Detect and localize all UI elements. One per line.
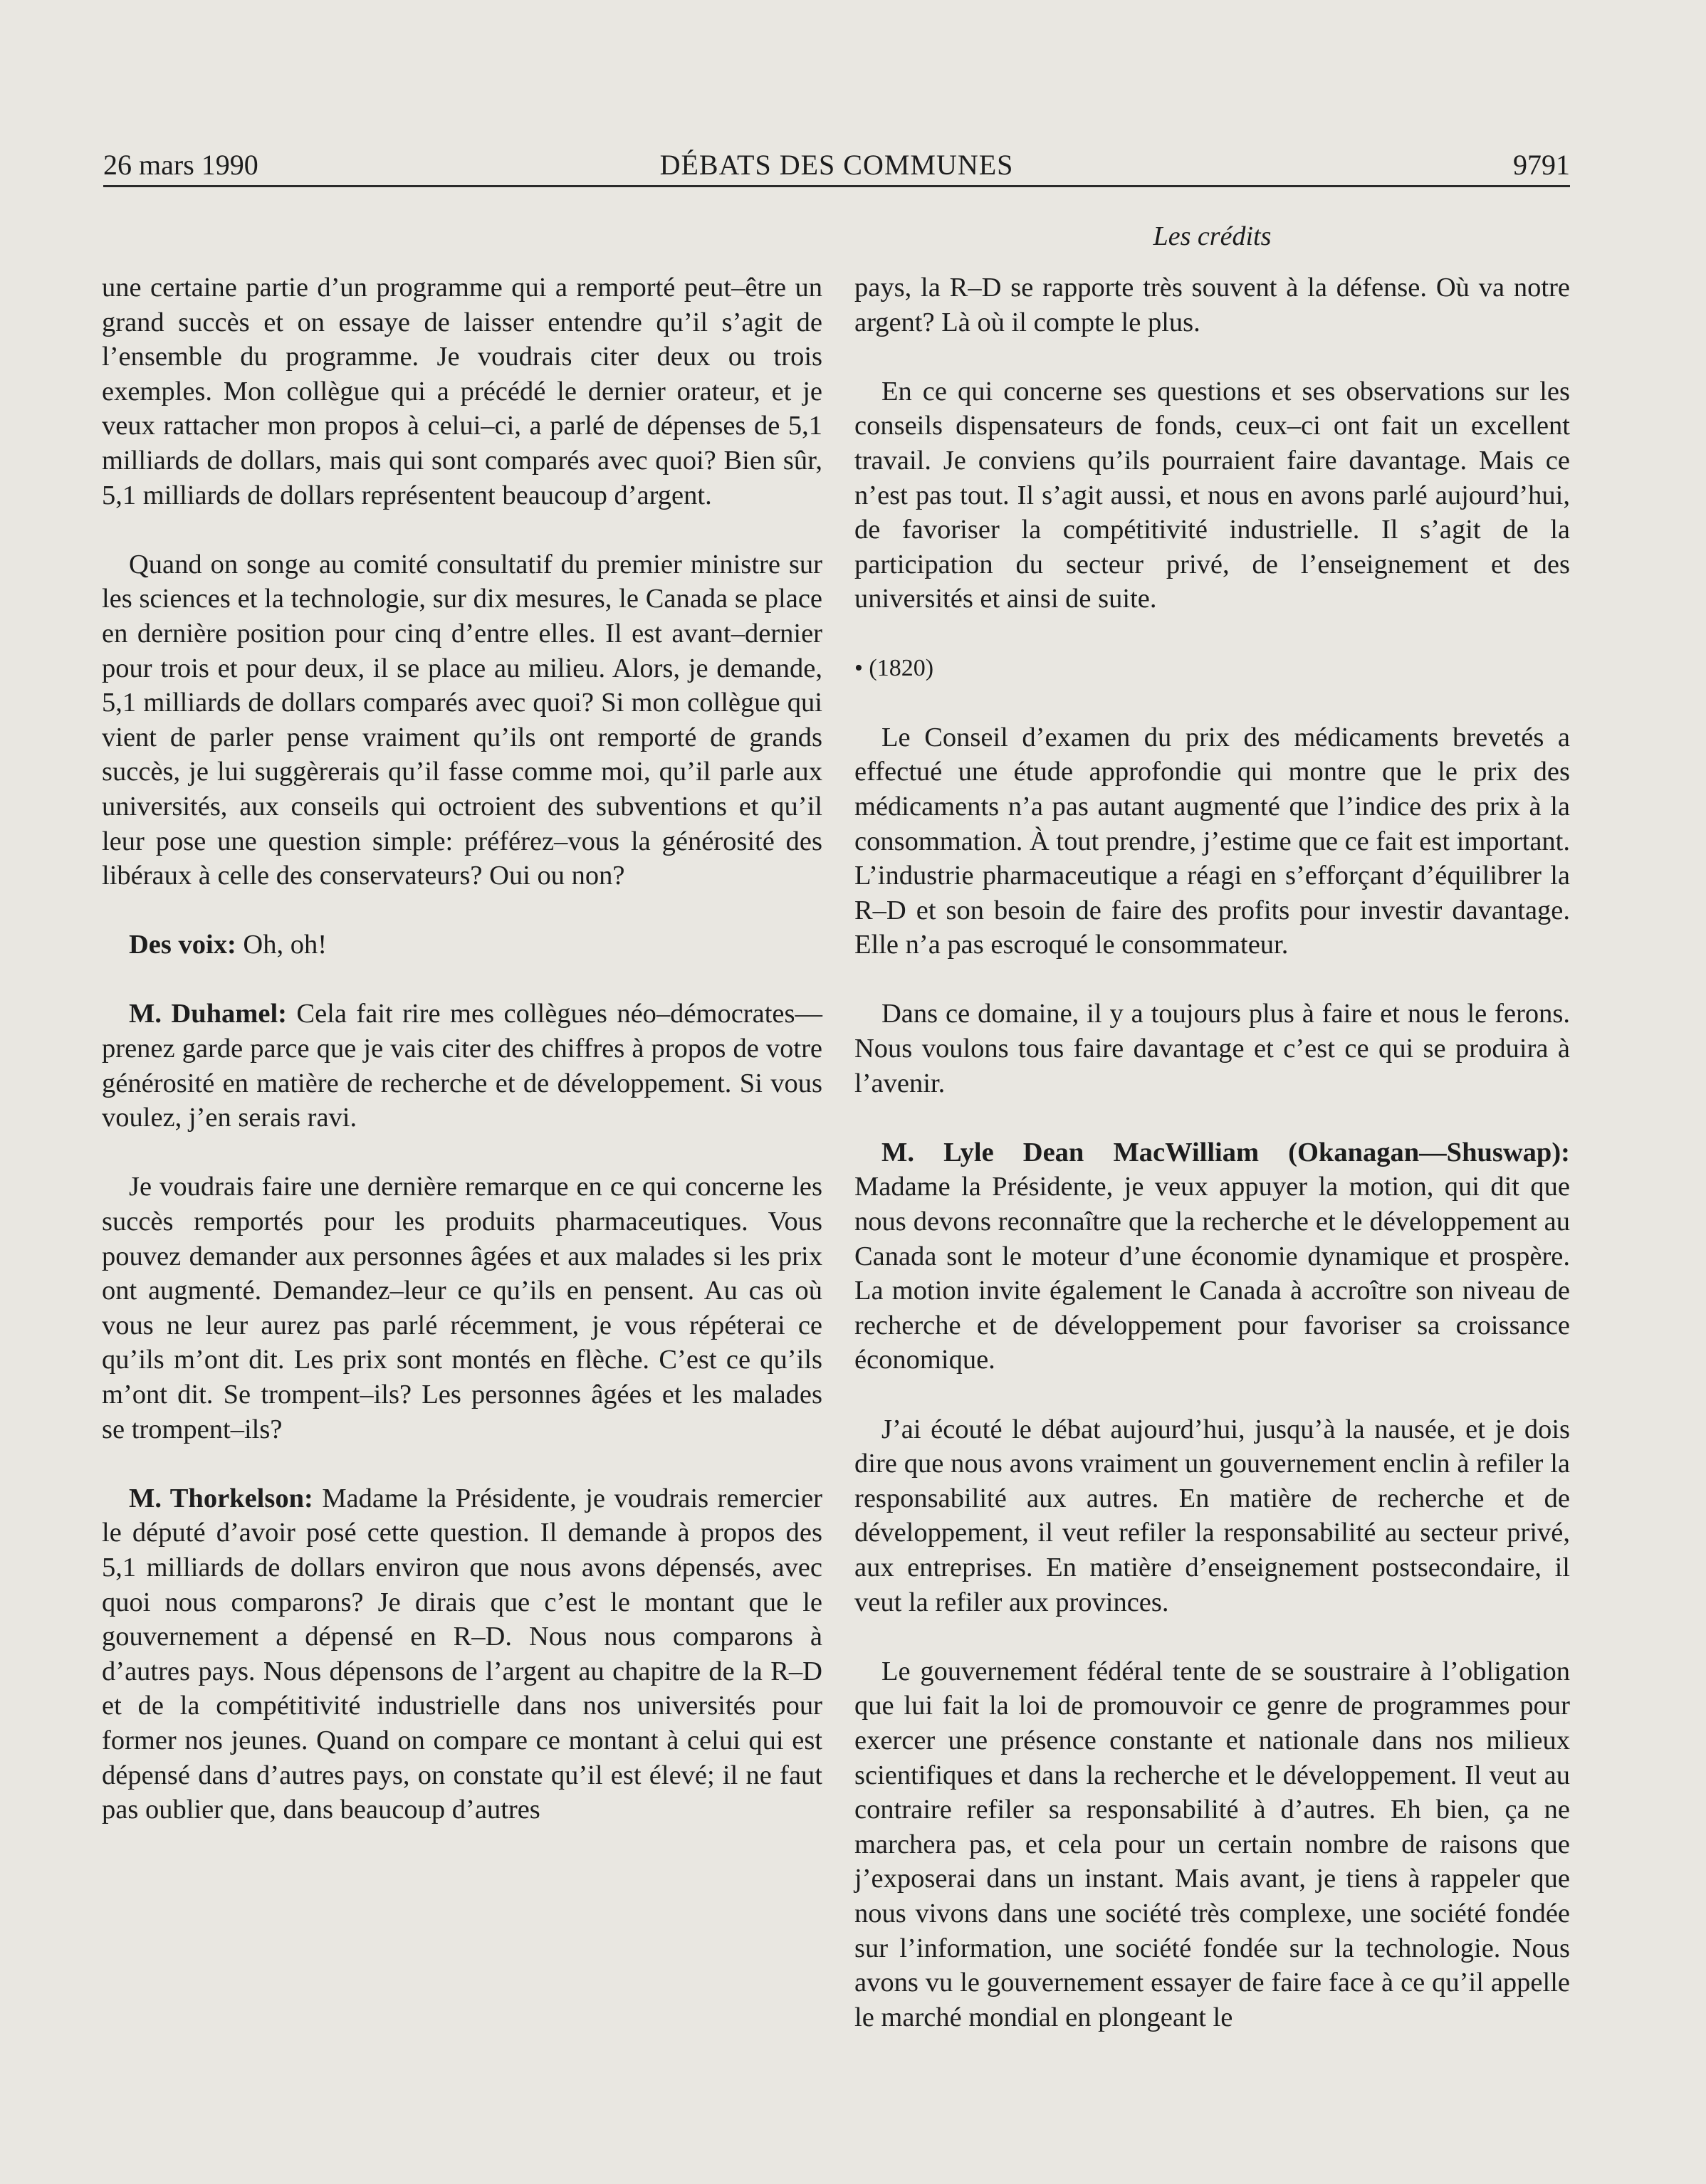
running-head: Les crédits bbox=[1153, 221, 1272, 251]
paragraph bbox=[854, 1135, 1570, 1377]
header-rule bbox=[103, 185, 1570, 187]
paragraph: En ce qui concerne ses questions et ses observations sur les conseils dispensateurs de fonds, ceux–ci ont fait un excellent travail. Je conviens qu’ils pourraient faire davantage. Mais ce n’est pas tout. Il s’agit aussi, et nous en avons parlé aujourd’hui, de favoriser la compétitivité industrielle. Il s’agit de la participation du secteur privé, de l’enseignement et des universités et ainsi de suite. bbox=[854, 376, 1570, 614]
paragraph: Je voudrais faire une dernière remarque en ce qui concerne les succès remportés pour les produits pharmaceutiques. Vous pouvez demander aux personnes âgées et aux malades si les prix ont augmenté. Demandez–leur ce qu’ils en pensent. Au cas où vous ne leur aurez pas parlé récemment, je vous répéterai ce qu’ils m’ont dit. Les prix sont montés en flèche. C’est ce qu’ils m’ont dit. Se trompent–ils? Les personnes âgées et les malades se trompent–ils? bbox=[102, 1172, 822, 1444]
page-header bbox=[103, 144, 1570, 187]
speaker-name: M. Thorkelson: bbox=[129, 1483, 313, 1513]
speech-text: Oh, oh! bbox=[236, 930, 328, 960]
header-date: 26 mars 1990 bbox=[103, 149, 258, 181]
left-column bbox=[102, 271, 822, 1862]
speaker-name: M. Lyle Dean MacWilliam (Okanagan—Shuswap): bbox=[881, 1137, 1570, 1167]
speaker-name: Des voix: bbox=[129, 930, 236, 960]
paragraph: pays, la R–D se rapporte très souvent à la défense. Où va notre argent? Là où il compte le plus. bbox=[854, 273, 1570, 337]
paragraph bbox=[102, 928, 822, 962]
time-marker: • (1820) bbox=[854, 654, 934, 681]
speech-text: Madame la Présidente, je voudrais remercier le député d’avoir posé cette question. Il demande à propos des 5,1 milliards de dollars environ que nous avons dépensés, avec quoi nous comparons? Je dirais que c’est le montant que le gouvernement a dépensé en R–D. Nous nous comparons à d’autres pays. Nous dépensons de l’argent au chapitre de la R–D et de la compétitivité industrielle dans nos universités pour former nos jeunes. Quand on compare ce montant à celui qui est dépensé dans d’autres pays, on constate qu’il est élevé; il ne faut pas oublier que, dans beaucoup d’autres bbox=[102, 1483, 823, 1825]
paragraph: Quand on songe au comité consultatif du premier ministre sur les sciences et la technologie, sur dix mesures, le Canada se place en dernière position pour cinq d’entre elles. Il est avant–dernier pour trois et pour deux, il se place au milieu. Alors, je demande, 5,1 milliards de dollars comparés avec quoi? Si mon collègue qui vient de parler pense vraiment qu’ils ont remporté de grands succès, je lui suggèrerais qu’il fasse comme moi, qu’il parle aux universités, aux conseils qui octroient des subventions et qu’il leur pose une question simple: préférez–vous la générosité des libéraux à celle des conservateurs? Oui ou non? bbox=[102, 549, 822, 891]
right-column bbox=[854, 271, 1570, 2069]
paragraph bbox=[102, 997, 822, 1135]
speaker-name: M. Duhamel: bbox=[129, 999, 287, 1029]
header-page-number: 9791 bbox=[1513, 149, 1570, 181]
paragraph: Dans ce domaine, il y a toujours plus à faire et nous le ferons. Nous voulons tous faire davantage et c’est ce qui se produira à l’avenir. bbox=[854, 999, 1570, 1098]
paragraph: Le gouvernement fédéral tente de se soustraire à l’obligation que lui fait la loi de promouvoir ce genre de programmes pour exercer une présence constante et nationale dans nos milieux scientifiques et dans la recherche et le développement. Il veut au contraire refiler sa responsabilité à d’autres. Eh bien, ça ne marchera pas, et cela pour un certain nombre de raisons que j’exposerai dans un instant. Mais avant, je tiens à rappeler que nous vivons dans une société très complexe, une société fondée sur l’information, une société fondée sur la technologie. Nous avons vu le gouvernement essayer de faire face à ce qu’il appelle le marché mondial en plongeant le bbox=[854, 1656, 1570, 2032]
speech-text: Madame la Présidente, je veux appuyer la motion, qui dit que nous devons reconnaître que la recherche et le développement au Canada sont le moteur d’une économie dynamique et prospère. La motion invite également le Canada à accroître son niveau de recherche et de développement pour favoriser sa croissance économique. bbox=[854, 1172, 1570, 1375]
header-title: DÉBATS DES COMMUNES bbox=[659, 149, 1014, 181]
paragraph: une certaine partie d’un programme qui a remporté peut–être un grand succès et on essaye de laisser entendre qu’il s’agit de l’ensemble du programme. Je voudrais citer deux ou trois exemples. Mon collègue qui a précédé le dernier orateur, et je veux rattacher mon propos à celui–ci, a parlé de dépenses de 5,1 milliards de dollars, mais qui sont comparés avec quoi? Bien sûr, 5,1 milliards de dollars représentent beaucoup d’argent. bbox=[102, 273, 822, 510]
paragraph bbox=[102, 1481, 822, 1827]
paragraph: J’ai écouté le débat aujourd’hui, jusqu’à la nausée, et je dois dire que nous avons vraiment un gouvernement enclin à refiler la responsabilité aux autres. En matière de recherche et de développement, il veut refiler la responsabilité au secteur privé, aux entreprises. En matière d’enseignement postsecondaire, il veut la refiler aux provinces. bbox=[854, 1414, 1570, 1617]
speech-text: Cela fait rire mes collègues néo–démocrates—prenez garde parce que je vais citer des chiffres à propos de votre générosité en matière de recherche et de développement. Si vous voulez, j’en serais ravi. bbox=[102, 999, 822, 1133]
paragraph: Le Conseil d’examen du prix des médicaments brevetés a effectué une étude approfondie qui montre que le prix des médicaments n’a pas autant augmenté que l’indice des prix à la consommation. À tout prendre, j’estime que ce fait est important. L’industrie pharmaceutique a réagi en s’efforçant d’équilibrer la R–D et son besoin de faire des profits pour investir davantage. Elle n’a pas escroqué le consommateur. bbox=[854, 722, 1571, 960]
